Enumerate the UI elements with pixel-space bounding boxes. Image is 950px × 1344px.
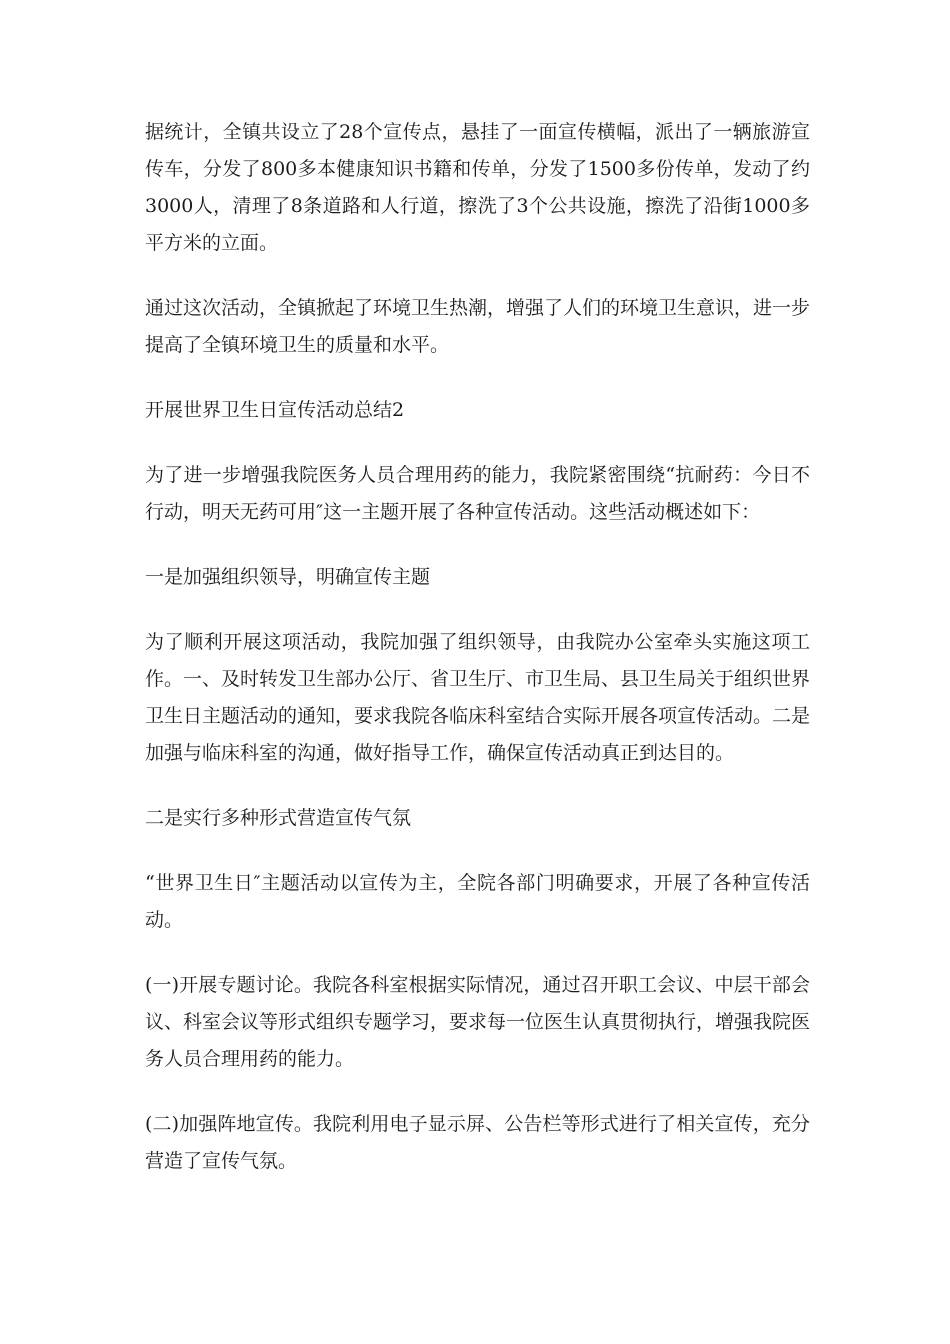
paragraph-publicity: (二)加强阵地宣传。我院利用电子显示屏、公告栏等形式进行了相关宣传，充分营造了宣传气氛。 [145, 1113, 810, 1172]
paragraph-intro: 为了进一步增强我院医务人员合理用药的能力，我院紧密围绕“抗耐药：今日不行动，明天无药可用″这一主题开展了各种宣传活动。这些活动概述如下： [145, 464, 810, 523]
paragraph-organization: 为了顺利开展这项活动，我院加强了组织领导，由我院办公室牵头实施这项工作。一、及时转发卫生部办公厅、省卫生厅、市卫生局、县卫生局关于组织世界卫生日主题活动的通知，要求我院各临床科室结合实际开展各项宣传活动。二是加强与临床科室的沟通，做好指导工作，确保宣传活动真正到达目的。 [145, 631, 811, 764]
paragraph-discussion: (一)开展专题讨论。我院各科室根据实际情况，通过召开职工会议、中层干部会议、科室会议等形式组织专题学习，要求每一位医生认真贯彻执行，增强我院医务人员合理用药的能力。 [145, 974, 811, 1070]
section-title: 开展世界卫生日宣传活动总结2 [145, 399, 405, 421]
paragraph-theme: “世界卫生日″主题活动以宣传为主，全院各部门明确要求，开展了各种宣传活动。 [145, 872, 810, 931]
paragraph-outcome: 通过这次活动，全镇掀起了环境卫生热潮，增强了人们的环境卫生意识，进一步提高了全镇环境卫生的质量和水平。 [145, 297, 811, 356]
paragraph-statistics: 据统计，全镇共设立了28个宣传点，悬挂了一面宣传横幅，派出了一辆旅游宣传车，分发了800多本健康知识书籍和传单，分发了1500多份传单，发动了约3000人，清理了8条道路和人行道，擦洗了3个公共设施，擦洗了沿街1000多平方米的立面。 [145, 121, 810, 254]
subheading-atmosphere: 二是实行多种形式营造宣传气氛 [145, 807, 412, 829]
document-body [145, 114, 810, 1208]
subheading-organization: 一是加强组织领导，明确宣传主题 [145, 566, 431, 588]
